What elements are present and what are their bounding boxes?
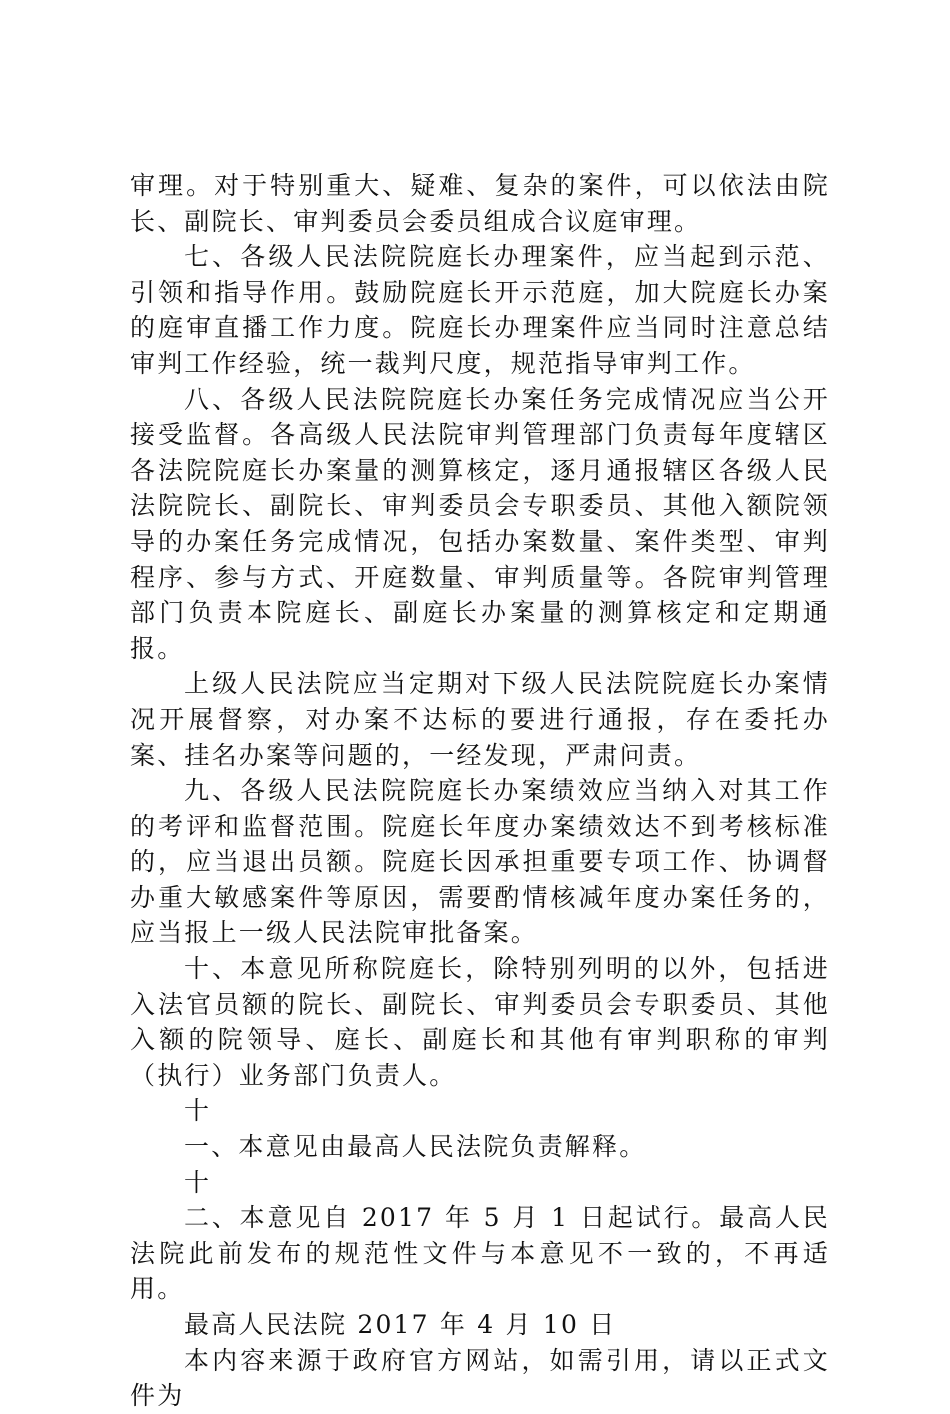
paragraph-article-8: 八、各级人民法院院庭长办案任务完成情况应当公开接受监督。各高级人民法院审判管理部门负责每年度辖区各法院院庭长办案量的测算核定，逐月通报辖区各级人民法院院长、副院长、审判委员会专职委员、其他入额院领导的办案任务完成情况，包括办案数量、案件类型、审判程序、参与方式、开庭数量、审判质量等。各院审判管理部门负责本院庭长、副庭长办案量的测算核定和定期通报。 <box>130 384 830 663</box>
paragraph-article-10: 十、本意见所称院庭长，除特别列明的以外，包括进入法官员额的院长、副院长、审判委员会专职委员、其他入额的院领导、庭长、副庭长和其他有审判职称的审判（执行）业务部门负责人。 <box>130 954 830 1090</box>
paragraph-article-11-number: 十 <box>184 1096 212 1126</box>
paragraph-article-8-supervision: 上级人民法院应当定期对下级人民法院院庭长办案情况开展督察，对办案不达标的要进行通报，存在委托办案、挂名办案等问题的，一经发现，严肃问责。 <box>130 669 830 770</box>
paragraph-article-12: 二、本意见自 2017 年 5 月 1 日起试行。最高人民法院此前发布的规范性文件与本意见不一致的，不再适用。 <box>130 1203 830 1304</box>
signature-line: 最高人民法院 2017 年 4 月 10 日 <box>184 1310 617 1339</box>
paragraph-continuation: 审理。对于特别重大、疑难、复杂的案件，可以依法由院长、副院长、审判委员会委员组成合议庭审理。 <box>130 171 830 236</box>
paragraph-article-11: 一、本意见由最高人民法院负责解释。 <box>184 1132 647 1162</box>
paragraph-article-9: 九、各级人民法院院庭长办案绩效应当纳入对其工作的考评和监督范围。院庭长年度办案绩效达不到考核标准的，应当退出员额。院庭长因承担重要专项工作、协调督办重大敏感案件等原因，需要酌情核减年度办案任务的，应当报上一级人民法院审批备案。 <box>130 776 830 948</box>
document-body <box>130 168 830 1414</box>
paragraph-article-7: 七、各级人民法院院庭长办理案件，应当起到示范、引领和指导作用。鼓励院庭长开示范庭，加大院庭长办案的庭审直播工作力度。院庭长办理案件应当同时注意总结审判工作经验，统一裁判尺度，规范指导审判工作。 <box>130 242 830 378</box>
source-note: 本内容来源于政府官方网站，如需引用，请以正式文件为 <box>130 1345 830 1411</box>
paragraph-article-12-number: 十 <box>184 1167 212 1197</box>
